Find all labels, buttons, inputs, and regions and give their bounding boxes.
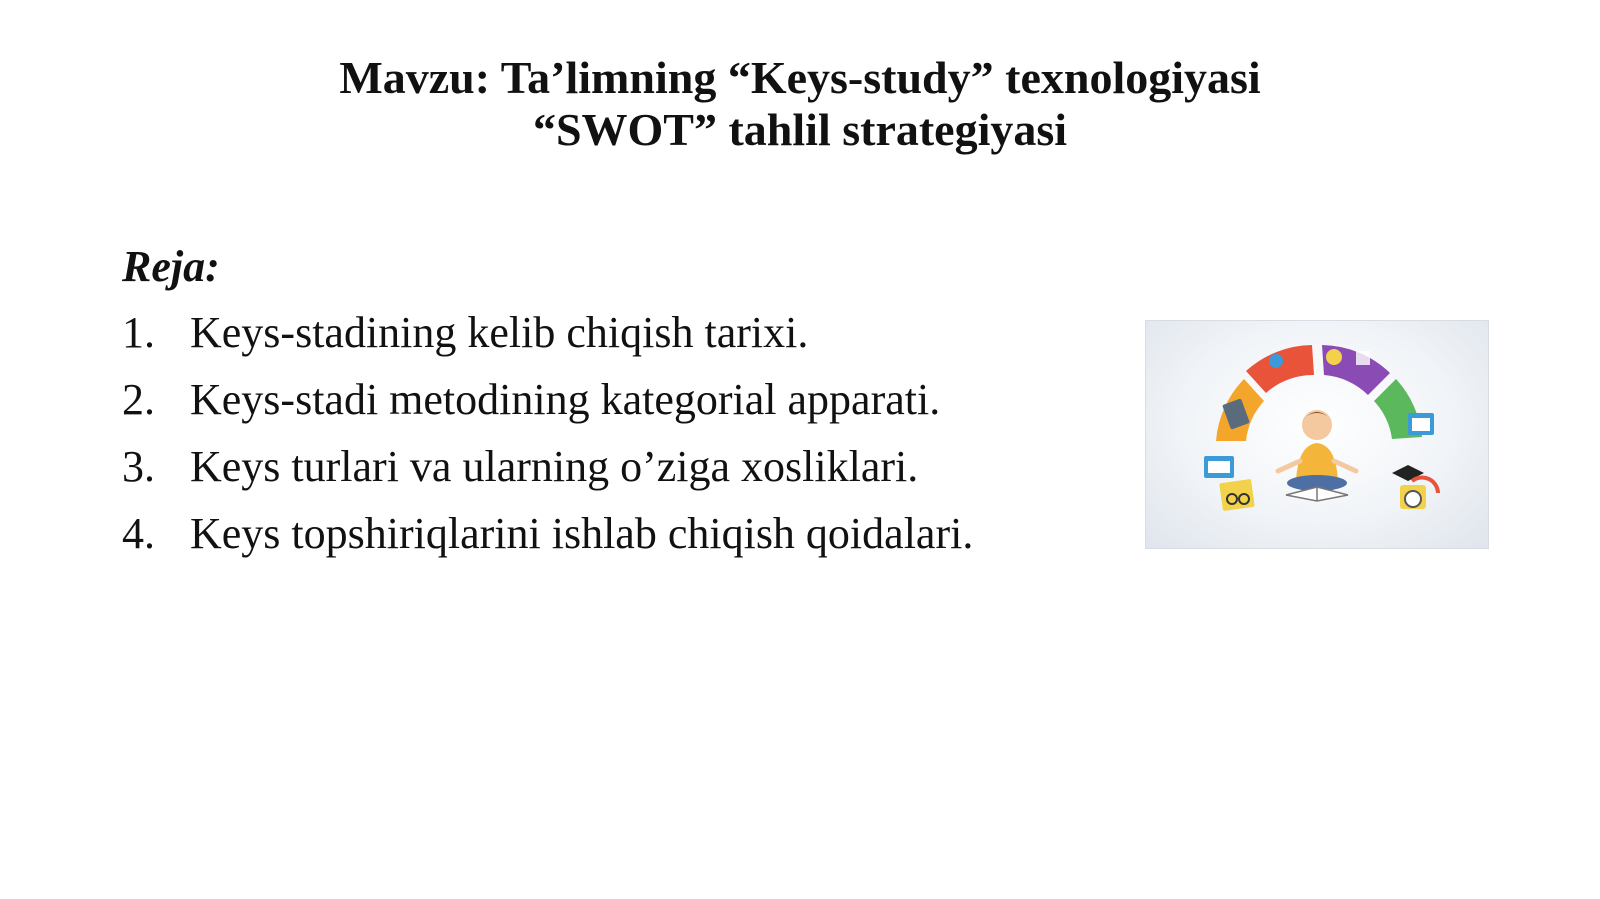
list-item <box>122 442 973 509</box>
plan-list <box>122 308 973 576</box>
list-item-text: Keys turlari va ularning o’ziga xosliklari. <box>190 442 919 491</box>
list-item-number: 3. <box>122 442 155 491</box>
list-item <box>122 308 973 375</box>
title-line-1: Mavzu: Ta’limning “Keys-study” texnologiyasi <box>339 52 1261 103</box>
list-item-number: 4. <box>122 509 155 558</box>
list-item-number: 2. <box>122 375 155 424</box>
illustration-graphic <box>1146 321 1488 548</box>
plan-heading: Reja: <box>122 242 220 291</box>
slide-title <box>0 52 1600 156</box>
education-learning-illustration-icon <box>1145 320 1489 549</box>
list-item-number: 1. <box>122 308 155 357</box>
child-figure <box>1278 410 1356 501</box>
title-line-2: “SWOT” tahlil strategiyasi <box>532 104 1068 155</box>
list-item-text: Keys-stadining kelib chiqish tarixi. <box>190 308 809 357</box>
list-item <box>122 375 973 442</box>
list-item-text: Keys-stadi metodining kategorial apparati. <box>190 375 941 424</box>
list-item-text: Keys topshiriqlarini ishlab chiqish qoidalari. <box>190 509 974 558</box>
list-item <box>122 509 973 576</box>
